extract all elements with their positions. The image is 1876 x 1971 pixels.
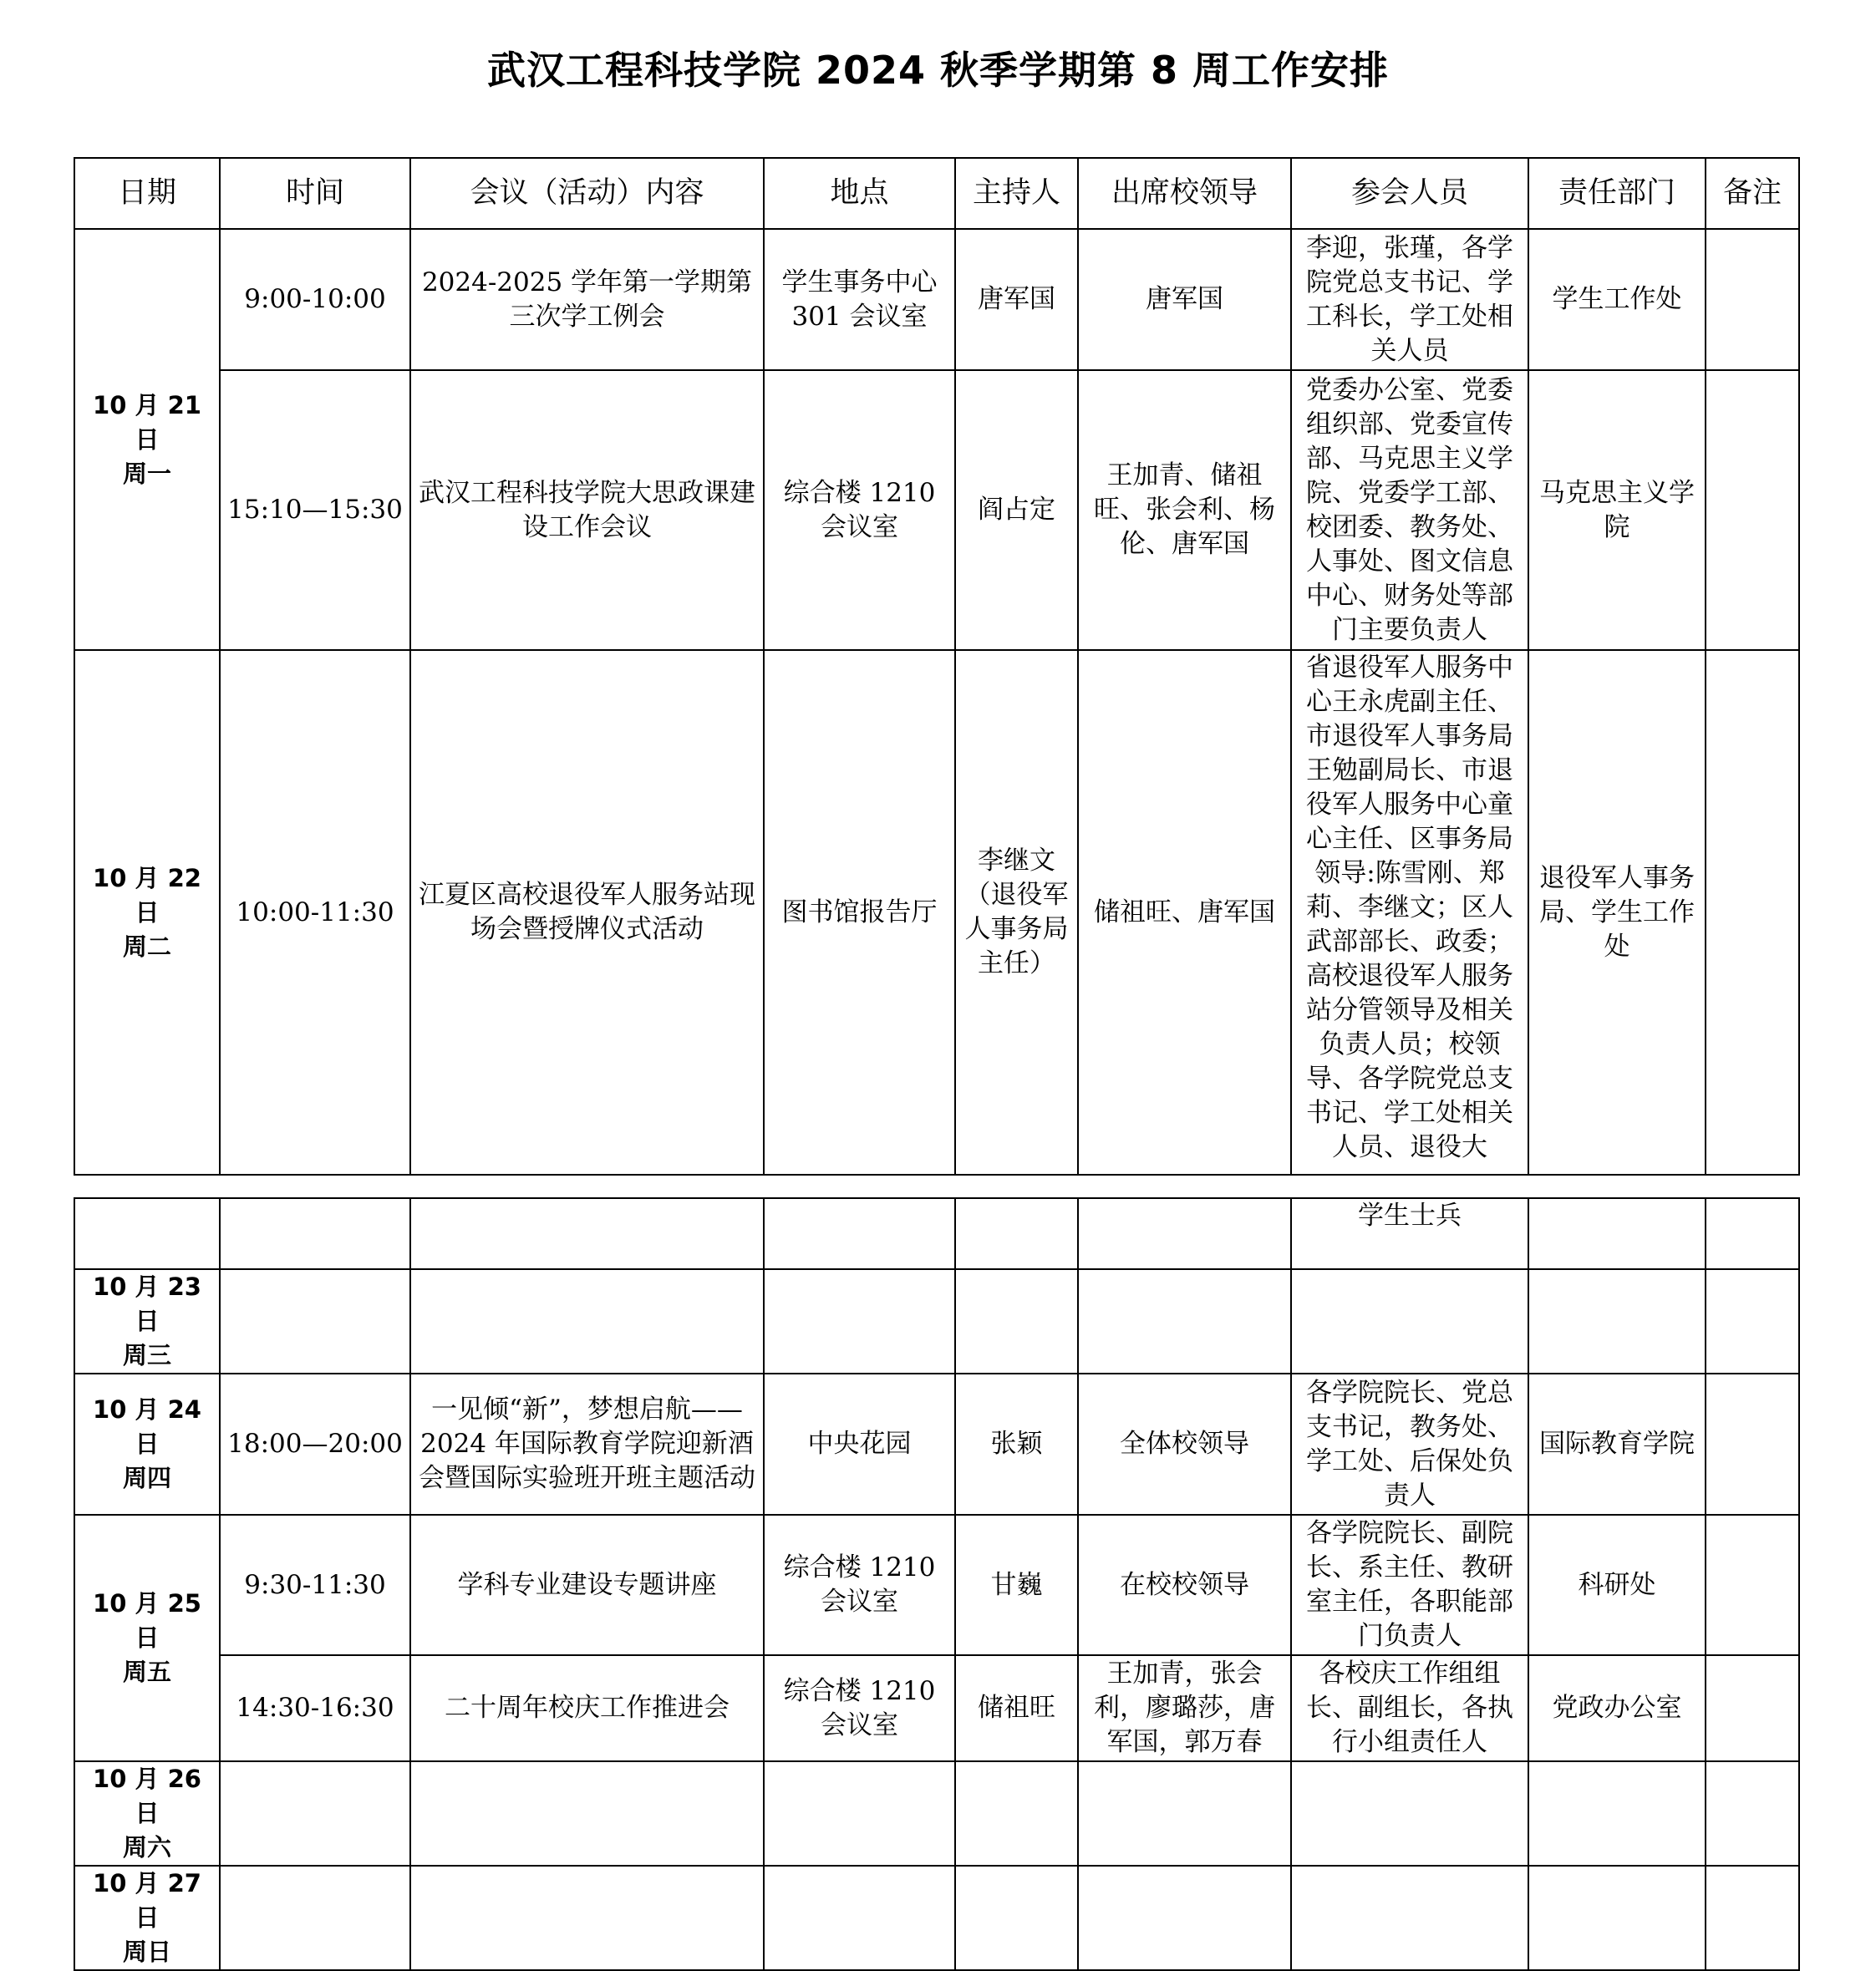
table-row [74, 229, 1799, 370]
table-row [74, 1866, 1799, 1970]
place-cell [764, 1761, 955, 1866]
dept-cell [1528, 1269, 1706, 1374]
note-cell [1706, 1761, 1799, 1866]
leaders-cell [1078, 1761, 1291, 1866]
people-cell [1291, 1866, 1528, 1970]
content-cell: 二十周年校庆工作推进会 [410, 1655, 764, 1761]
place-cell [764, 1269, 955, 1374]
weekday-text: 周日 [122, 1938, 171, 1966]
date-text: 10 月 27 日 [93, 1869, 201, 1932]
note-cell [1706, 370, 1799, 650]
leaders-cell: 王加青，张会利，廖璐莎，唐军国，郭万春 [1078, 1655, 1291, 1761]
schedule-table-part-2 [74, 1197, 1800, 1971]
table-row [74, 370, 1799, 650]
date-cell-thu [74, 1374, 220, 1515]
people-cell: 各学院院长、副院长、系主任、教研室主任，各职能部门负责人 [1291, 1515, 1528, 1655]
content-cell [410, 1761, 764, 1866]
table-row [74, 650, 1799, 1175]
header-people: 参会人员 [1291, 158, 1528, 229]
dept-cell [1528, 1866, 1706, 1970]
dept-cell: 退役军人事务局、学生工作处 [1528, 650, 1706, 1175]
weekday-text: 周六 [122, 1833, 171, 1862]
content-cell: 学科专业建设专题讲座 [410, 1515, 764, 1655]
people-cell: 党委办公室、党委组织部、党委宣传部、马克思主义学院、党委学工部、校团委、教务处、人事处、图文信息中心、财务处等部门主要负责人 [1291, 370, 1528, 650]
people-cell [1291, 1761, 1528, 1866]
people-cell [1291, 1269, 1528, 1374]
date-text: 10 月 26 日 [93, 1765, 201, 1827]
table-row [74, 1761, 1799, 1866]
note-cell [1706, 1198, 1799, 1269]
leaders-cell: 储祖旺、唐军国 [1078, 650, 1291, 1175]
content-cell [410, 1198, 764, 1269]
people-cell: 李迎，张瑾，各学院党总支书记、学工科长，学工处相关人员 [1291, 229, 1528, 370]
people-cell: 各学院院长、党总支书记，教务处、学工处、后保处负责人 [1291, 1374, 1528, 1515]
people-cell: 学生士兵 [1291, 1198, 1528, 1269]
table-row [74, 1198, 1799, 1269]
content-cell [410, 1866, 764, 1970]
time-cell: 9:00-10:00 [220, 229, 410, 370]
leaders-cell: 唐军国 [1078, 229, 1291, 370]
content-cell: 2024-2025 学年第一学期第三次学工例会 [410, 229, 764, 370]
date-cell-sat [74, 1761, 220, 1866]
date-text: 10 月 22 日 [93, 863, 201, 927]
place-cell: 图书馆报告厅 [764, 650, 955, 1175]
document-title: 武汉工程科技学院 2024 秋季学期第 8 周工作安排 [486, 48, 1390, 93]
table-row [74, 1515, 1799, 1655]
content-cell: 武汉工程科技学院大思政课建设工作会议 [410, 370, 764, 650]
date-cell [74, 1198, 220, 1269]
date-cell-fri [74, 1515, 220, 1761]
header-row [74, 158, 1799, 229]
dept-cell: 科研处 [1528, 1515, 1706, 1655]
time-cell: 14:30-16:30 [220, 1655, 410, 1761]
header-leaders: 出席校领导 [1078, 158, 1291, 229]
schedule-table-part-1 [74, 157, 1800, 1176]
host-cell [955, 1761, 1078, 1866]
host-cell [955, 1866, 1078, 1970]
host-cell: 唐军国 [955, 229, 1078, 370]
content-cell: 江夏区高校退役军人服务站现场会暨授牌仪式活动 [410, 650, 764, 1175]
content-cell [410, 1269, 764, 1374]
date-text: 10 月 23 日 [93, 1273, 201, 1335]
note-cell [1706, 229, 1799, 370]
date-text: 10 月 21 日 [93, 390, 201, 454]
date-text: 10 月 24 日 [93, 1395, 201, 1458]
weekday-text: 周二 [122, 932, 171, 961]
weekday-text: 周五 [122, 1658, 171, 1686]
date-cell-sun [74, 1866, 220, 1970]
dept-cell: 学生工作处 [1528, 229, 1706, 370]
note-cell [1706, 1866, 1799, 1970]
host-cell [955, 1198, 1078, 1269]
place-cell [764, 1866, 955, 1970]
host-cell: 李继文（退役军人事务局主任） [955, 650, 1078, 1175]
date-cell-wed [74, 1269, 220, 1374]
table-row [74, 1374, 1799, 1515]
header-place: 地点 [764, 158, 955, 229]
time-cell: 15:10—15:30 [220, 370, 410, 650]
header-date: 日期 [74, 158, 220, 229]
leaders-cell: 全体校领导 [1078, 1374, 1291, 1515]
header-host: 主持人 [955, 158, 1078, 229]
dept-cell: 党政办公室 [1528, 1655, 1706, 1761]
header-dept: 责任部门 [1528, 158, 1706, 229]
time-cell [220, 1761, 410, 1866]
leaders-cell [1078, 1198, 1291, 1269]
dept-cell: 马克思主义学院 [1528, 370, 1706, 650]
time-cell: 9:30-11:30 [220, 1515, 410, 1655]
date-cell-mon [74, 229, 220, 650]
note-cell [1706, 1515, 1799, 1655]
people-cell: 各校庆工作组组长、副组长，各执行小组责任人 [1291, 1655, 1528, 1761]
dept-cell [1528, 1198, 1706, 1269]
header-content: 会议（活动）内容 [410, 158, 764, 229]
leaders-cell: 在校校领导 [1078, 1515, 1291, 1655]
time-cell [220, 1866, 410, 1970]
note-cell [1706, 650, 1799, 1175]
host-cell: 甘巍 [955, 1515, 1078, 1655]
weekday-text: 周一 [122, 459, 171, 488]
time-cell [220, 1269, 410, 1374]
date-cell-tue [74, 650, 220, 1175]
note-cell [1706, 1655, 1799, 1761]
time-cell: 10:00-11:30 [220, 650, 410, 1175]
table-row [74, 1269, 1799, 1374]
leaders-cell [1078, 1269, 1291, 1374]
note-cell [1706, 1269, 1799, 1374]
leaders-cell: 王加青、储祖旺、张会利、杨伦、唐军国 [1078, 370, 1291, 650]
people-cell: 省退役军人服务中心王永虎副主任、市退役军人事务局王勉副局长、市退役军人服务中心童心主任、区事务局领导:陈雪刚、郑莉、李继文；区人武部部长、政委；高校退役军人服务站分管领导及相关负责人员；校领导、各学院党总支书记、学工处相关人员、退役大 [1291, 650, 1528, 1175]
place-cell: 学生事务中心 301 会议室 [764, 229, 955, 370]
host-cell: 储祖旺 [955, 1655, 1078, 1761]
weekday-text: 周四 [122, 1464, 171, 1492]
place-cell: 综合楼 1210 会议室 [764, 1515, 955, 1655]
place-cell [764, 1198, 955, 1269]
time-cell: 18:00—20:00 [220, 1374, 410, 1515]
host-cell [955, 1269, 1078, 1374]
dept-cell: 国际教育学院 [1528, 1374, 1706, 1515]
place-cell: 综合楼 1210 会议室 [764, 1655, 955, 1761]
weekday-text: 周三 [122, 1341, 171, 1369]
place-cell: 综合楼 1210 会议室 [764, 370, 955, 650]
note-cell [1706, 1374, 1799, 1515]
time-cell [220, 1198, 410, 1269]
host-cell: 阎占定 [955, 370, 1078, 650]
header-note: 备注 [1706, 158, 1799, 229]
dept-cell [1528, 1761, 1706, 1866]
table-row [74, 1655, 1799, 1761]
leaders-cell [1078, 1866, 1291, 1970]
date-text: 10 月 25 日 [93, 1589, 201, 1652]
place-cell: 中央花园 [764, 1374, 955, 1515]
header-time: 时间 [220, 158, 410, 229]
host-cell: 张颖 [955, 1374, 1078, 1515]
content-cell: 一见倾“新”，梦想启航——2024 年国际教育学院迎新酒会暨国际实验班开班主题活动 [410, 1374, 764, 1515]
